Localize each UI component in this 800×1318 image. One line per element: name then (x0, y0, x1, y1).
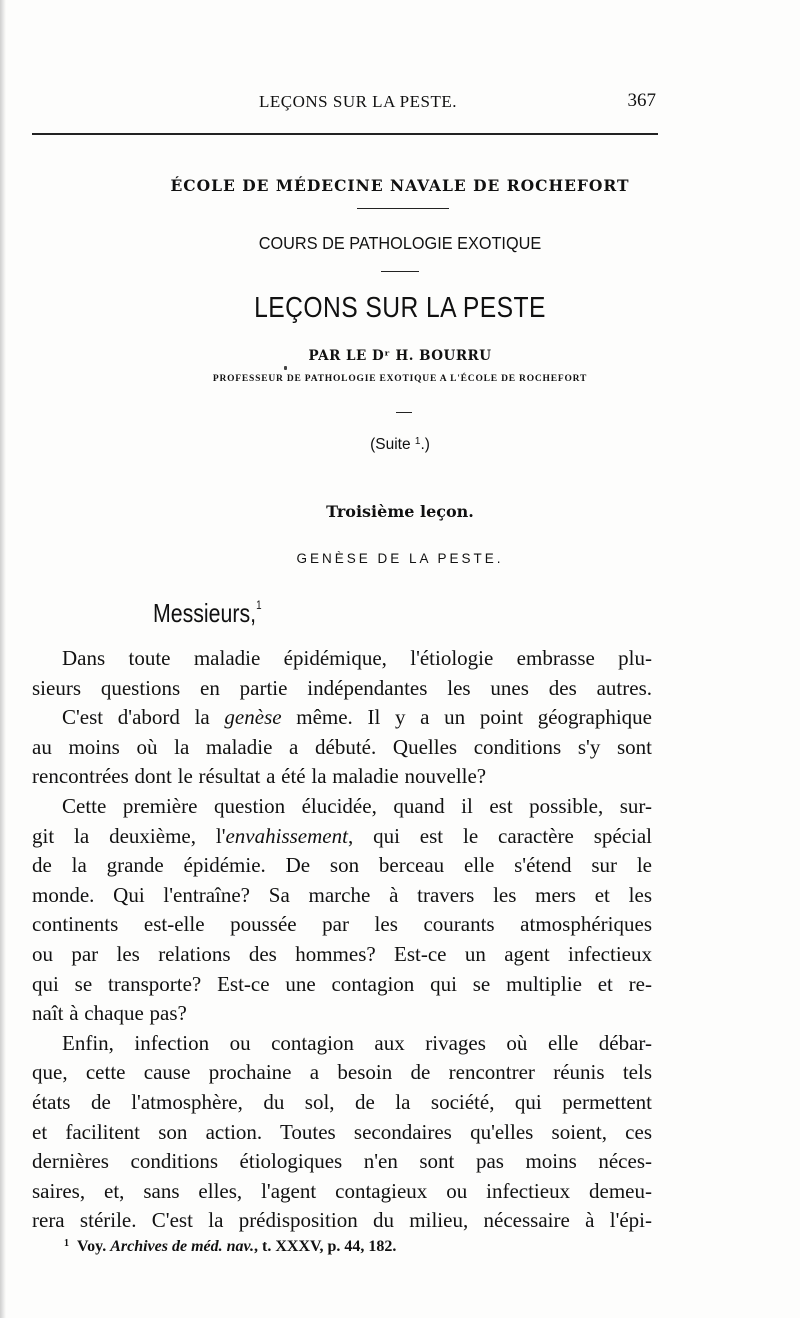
text-line: sieurs questions en partie indépendantes les unes des autres. (32, 675, 652, 700)
salutation-mark: 1 (256, 598, 262, 612)
running-title: LEÇONS SUR LA PESTE. (259, 92, 457, 111)
footnote-journal: Archives de méd. nav. (110, 1238, 255, 1255)
footnote-mark: 1 (64, 1238, 69, 1249)
lesson-subtitle: GENÈSE DE LA PESTE. (296, 551, 504, 566)
text-line: git la deuxième, l'envahissement, qui est le caractère spécial (32, 823, 652, 848)
course-heading: COURS DE PATHOLOGIE EXOTIQUE (258, 233, 542, 253)
running-head (60, 90, 656, 116)
text-line: Enfin, infection ou contagion aux rivages où elle débar- (62, 1030, 652, 1055)
text-line: C'est d'abord la genèse même. Il y a un point géographique (62, 705, 652, 730)
text-line: que, cette cause prochaine a besoin de rencontrer réunis tels (32, 1060, 652, 1085)
text-line: et facilitent son action. Toutes secondaires qu'elles soient, ces (32, 1119, 652, 1144)
body-text (32, 644, 652, 1236)
footnote-prefix: Voy. (77, 1238, 107, 1255)
lesson-heading: Troisième leçon. (326, 502, 474, 521)
text-line: ou par les relations des hommes? Est-ce un agent infectieux (32, 941, 652, 966)
page-number: 367 (627, 90, 656, 111)
emphasis: envahissement (225, 823, 348, 848)
divider-rule (396, 412, 412, 413)
suite-note (0, 436, 800, 454)
footnote (64, 1238, 396, 1256)
page-gutter-shadow (0, 0, 6, 1318)
text-line: continents est-elle poussée par les courants atmosphériques (32, 912, 652, 937)
text-line: dernières conditions étiologiques n'en sont pas moins néces- (32, 1149, 652, 1174)
author-line: PAR LE Dʳ H. BOURRU (308, 348, 492, 364)
suite-close: .) (420, 436, 430, 453)
text-line: qui se transporte? Est-ce une contagion qui se multiplie et re- (32, 971, 652, 996)
text-line: de la grande épidémie. De son berceau elle s'étend sur le (32, 853, 652, 878)
salutation (153, 598, 262, 629)
footnote-reference-detail: , t. XXXV, p. 44, 182. (254, 1238, 397, 1255)
emphasis: genèse (224, 705, 282, 730)
author-affiliation: PROFESSEUR DE PATHOLOGIE EXOTIQUE A L'ÉCOLE DE ROCHEFORT (212, 374, 588, 384)
footnote-reference: 1 (414, 436, 421, 447)
text-line: saires, et, sans elles, l'agent contagieux ou infectieux demeu- (32, 1178, 652, 1203)
salutation-text: Messieurs, (153, 598, 257, 628)
text-line: Dans toute maladie épidémique, l'étiologie embrasse plu- (62, 646, 652, 670)
text-line: monde. Qui l'entraîne? Sa marche à travers les mers et les (32, 882, 652, 907)
divider-rule (381, 271, 419, 272)
header-rule (32, 133, 658, 135)
text-line: rera stérile. C'est la prédisposition du milieu, nécessaire à l'épi- (32, 1208, 652, 1233)
text-line: états de l'atmosphère, du sol, de la société, qui permettent (32, 1089, 652, 1114)
school-heading: ÉCOLE DE MÉDECINE NAVALE DE ROCHEFORT (170, 176, 630, 195)
text-line: rencontrées dont le résultat a été la maladie nouvelle? (32, 764, 487, 789)
text-line: au moins où la maladie a débuté. Quelles conditions s'y sont (32, 734, 652, 759)
article-title: LEÇONS SUR LA PESTE (254, 292, 546, 324)
text-line: naît à chaque pas? (32, 1001, 187, 1026)
print-speck (284, 366, 287, 370)
divider-rule (357, 208, 449, 209)
text-line: Cette première question élucidée, quand il est possible, sur- (62, 793, 652, 818)
suite-label: (Suite (370, 436, 411, 453)
